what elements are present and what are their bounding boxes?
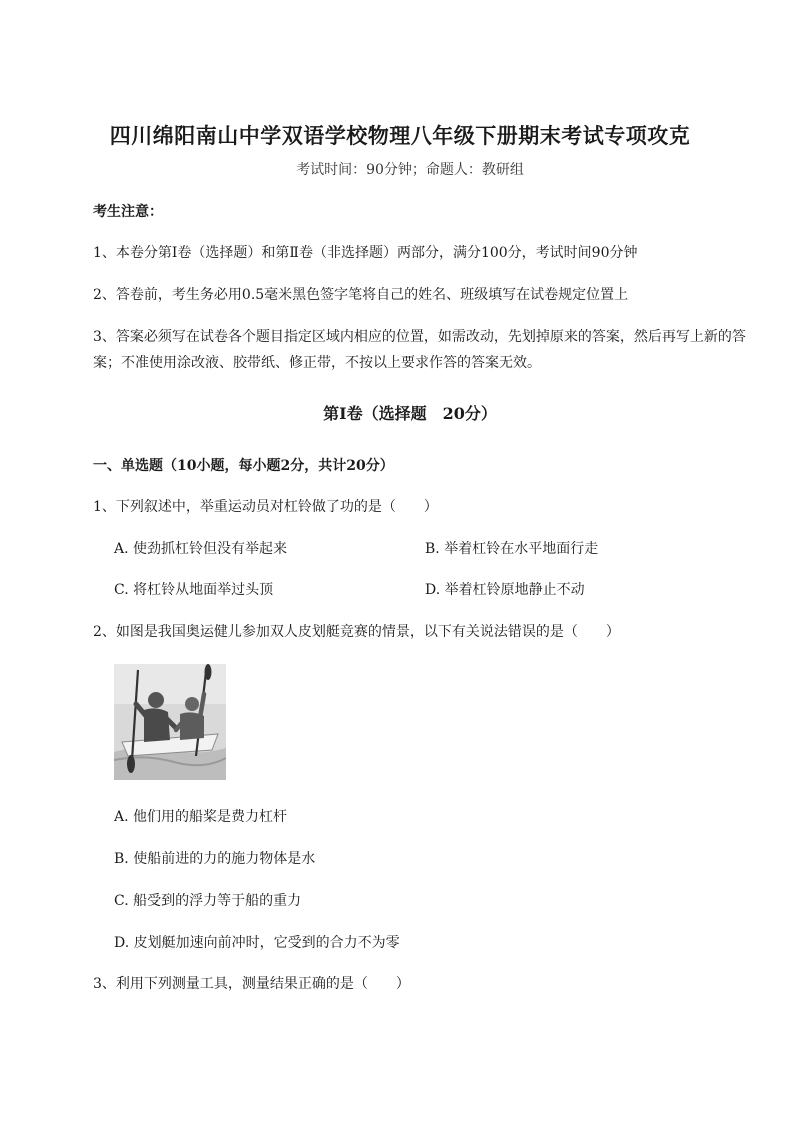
question-2-option-c: C. 船受到的浮力等于船的重力 [114, 893, 302, 909]
part-heading: 一、单选题（10小题，每小题2分，共计20分） [93, 458, 394, 474]
notice-item-1: 1、本卷分第I卷（选择题）和第Ⅱ卷（非选择题）两部分，满分100分，考试时间90分钟 [93, 245, 638, 261]
question-1-option-a: A. 使劲抓杠铃但没有举起来 [114, 541, 288, 557]
question-2-stem: 2、如图是我国奥运健儿参加双人皮划艇竞赛的情景，以下有关说法错误的是（ ） [93, 624, 620, 640]
exam-subtitle: 考试时间：90分钟；命题人：教研组 [296, 162, 524, 178]
notice-item-2: 2、答卷前，考生务必用0.5毫米黑色签字笔将自己的姓名、班级填写在试卷规定位置上 [93, 287, 629, 303]
question-1-stem: 1、下列叙述中，举重运动员对杠铃做了功的是（ ） [93, 499, 438, 515]
question-3-stem: 3、利用下列测量工具，测量结果正确的是（ ） [93, 976, 410, 992]
section-title: 第I卷（选择题 20分） [323, 404, 497, 423]
question-1-option-c: C. 将杠铃从地面举过头顶 [114, 582, 274, 598]
exam-title: 四川绵阳南山中学双语学校物理八年级下册期末考试专项攻克 [109, 123, 691, 148]
question-2-option-d: D. 皮划艇加速向前冲时，它受到的合力不为零 [114, 935, 400, 951]
question-1-option-b: B. 举着杠铃在水平地面行走 [425, 541, 599, 557]
notice-item-3: 3、答案必须写在试卷各个题目指定区域内相应的位置，如需改动，先划掉原来的答案，然后再写上新的答案；不准使用涂改液、胶带纸、修正带，不按以上要求作答的答案无效。 [93, 329, 746, 371]
kayak-race-photo [114, 664, 226, 780]
question-2-option-b: B. 使船前进的力的施力物体是水 [114, 851, 316, 867]
question-1-option-d: D. 举着杠铃原地静止不动 [425, 582, 585, 598]
question-2-option-a: A. 他们用的船桨是费力杠杆 [114, 809, 288, 825]
notice-heading: 考生注意： [93, 204, 163, 220]
